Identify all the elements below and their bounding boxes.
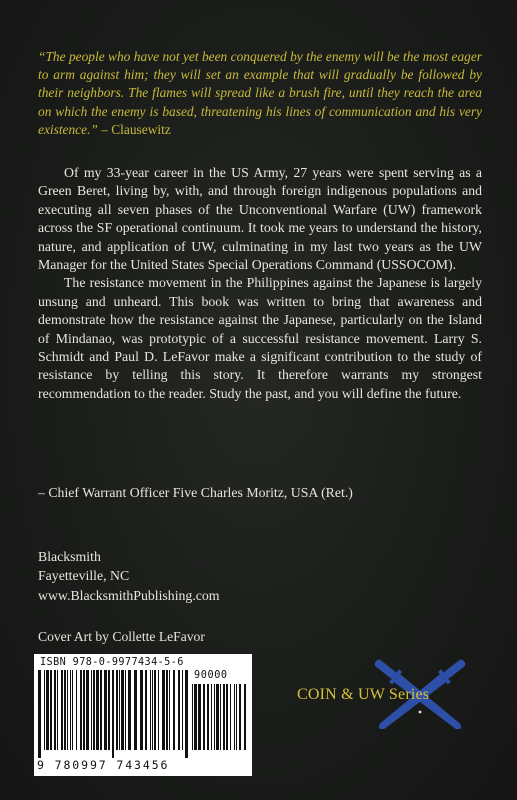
isbn-barcode	[34, 654, 252, 776]
barcode-bar	[116, 670, 118, 750]
barcode-bar	[112, 670, 114, 758]
barcode-bar	[220, 684, 221, 750]
barcode-bar	[44, 670, 45, 750]
barcode-bar	[72, 670, 73, 750]
barcode-bar	[121, 670, 124, 750]
isbn-label: ISBN 978-0-9977434-5-6	[40, 657, 184, 668]
barcode-bar	[223, 684, 225, 750]
barcode-bar	[154, 670, 156, 750]
barcode-bar	[54, 670, 56, 750]
barcode-bar	[226, 684, 228, 750]
endorsement-paragraph-1: Of my 33-year career in the US Army, 27 years were spent serving as a Green Beret, living by, with, and through foreign indigenous populations and executing all seven phases of the Unconventional Warfare (UW) framework across the SF operational continuum. It took me years to understand the history, nature, and application of UW, culminating in my last two years as the UW Manager for the United States Special Operations Command (USSOCOM).	[38, 165, 482, 273]
barcode-bar	[108, 670, 110, 750]
barcode-bar	[236, 684, 237, 750]
barcode-bar	[194, 684, 197, 750]
barcode-bar	[192, 684, 193, 750]
barcode-bar	[244, 684, 246, 750]
barcode-bar	[158, 670, 159, 750]
barcode-bar	[67, 670, 68, 750]
barcode-bar	[76, 670, 77, 750]
barcode-bar	[57, 670, 58, 750]
barcode-bar	[145, 670, 147, 750]
barcode-bar	[83, 670, 85, 750]
barcode-bar	[104, 670, 107, 750]
ean-bars	[38, 670, 188, 758]
publisher-name: Blacksmith	[38, 549, 101, 564]
barcode-bar	[80, 670, 82, 750]
barcode-bar	[86, 670, 89, 750]
barcode-bar	[185, 670, 188, 758]
endorsement-text	[38, 164, 482, 403]
price-code: 90000	[194, 670, 228, 681]
barcode-bar	[207, 684, 209, 750]
barcode-bar	[178, 670, 180, 750]
barcode-bar	[198, 684, 201, 750]
barcode-bar	[211, 684, 212, 750]
barcode-bar	[166, 670, 168, 750]
quote-text: “The people who have not yet been conquered by the enemy will be the most eager to arm against him; they will set an example that will gradually be followed by their neighbors. The flames will spread like a brush fire, until they reach the area on which the enemy is based, threatening his lines of communication and his very existence.”	[38, 49, 482, 137]
barcode-bar	[169, 670, 170, 750]
barcode-bar	[64, 670, 66, 750]
barcode-bar	[239, 684, 241, 750]
barcode-bar	[96, 670, 99, 750]
barcode-bar	[46, 670, 49, 750]
barcode-bar	[50, 670, 52, 750]
series-label: COIN & UW Series	[297, 686, 430, 703]
endorsement-signature: – Chief Warrant Officer Five Charles Moritz, USA (Ret.)	[38, 485, 353, 500]
barcode-bar	[230, 684, 231, 750]
ean-digits: 9 780997 743456	[37, 758, 170, 772]
epigraph-quote	[38, 48, 482, 139]
barcode-bar	[61, 670, 63, 750]
barcode-bar	[91, 670, 92, 750]
barcode-bar	[234, 684, 235, 750]
barcode-bar	[93, 670, 95, 750]
barcode-bar	[100, 670, 102, 750]
barcode-bar	[173, 670, 175, 750]
barcode-bar	[119, 670, 120, 750]
barcode-bar	[203, 684, 205, 750]
endorsement-paragraph-2: The resistance movement in the Philippines against the Japanese is largely unsung and unheard. This book was written to bring that awareness and demonstrate how the resistance against the Japanese, particularly on the Island of Mindanao, was prototypic of a successful resistance movement. Larry S. Schmidt and Paul D. LeFavor make a significant contribution to the study of resistance by telling this story. It therefore warrants my strongest recommendation to the reader. Study the past, and you will define the future.	[38, 275, 482, 401]
barcode-bar	[162, 670, 165, 750]
barcode-bar	[70, 670, 71, 750]
barcode-bar	[38, 670, 41, 758]
barcode-bar	[216, 684, 219, 750]
publisher-block	[38, 547, 220, 605]
publisher-website: www.BlacksmithPublishing.com	[38, 587, 220, 603]
publisher-location: Fayetteville, NC	[38, 568, 130, 584]
barcode-bar	[150, 670, 151, 750]
barcode-bar	[125, 670, 126, 750]
barcode-bar	[128, 670, 131, 750]
barcode-bar	[152, 670, 153, 750]
cover-art-credit: Cover Art by Collette LeFavor	[38, 629, 205, 644]
barcode-bar	[214, 684, 215, 750]
barcode-bar	[140, 670, 143, 750]
quote-attribution: – Clausewitz	[97, 121, 171, 137]
barcode-bar	[182, 670, 183, 750]
addon-bars	[192, 684, 248, 758]
barcode-bar	[134, 670, 137, 750]
